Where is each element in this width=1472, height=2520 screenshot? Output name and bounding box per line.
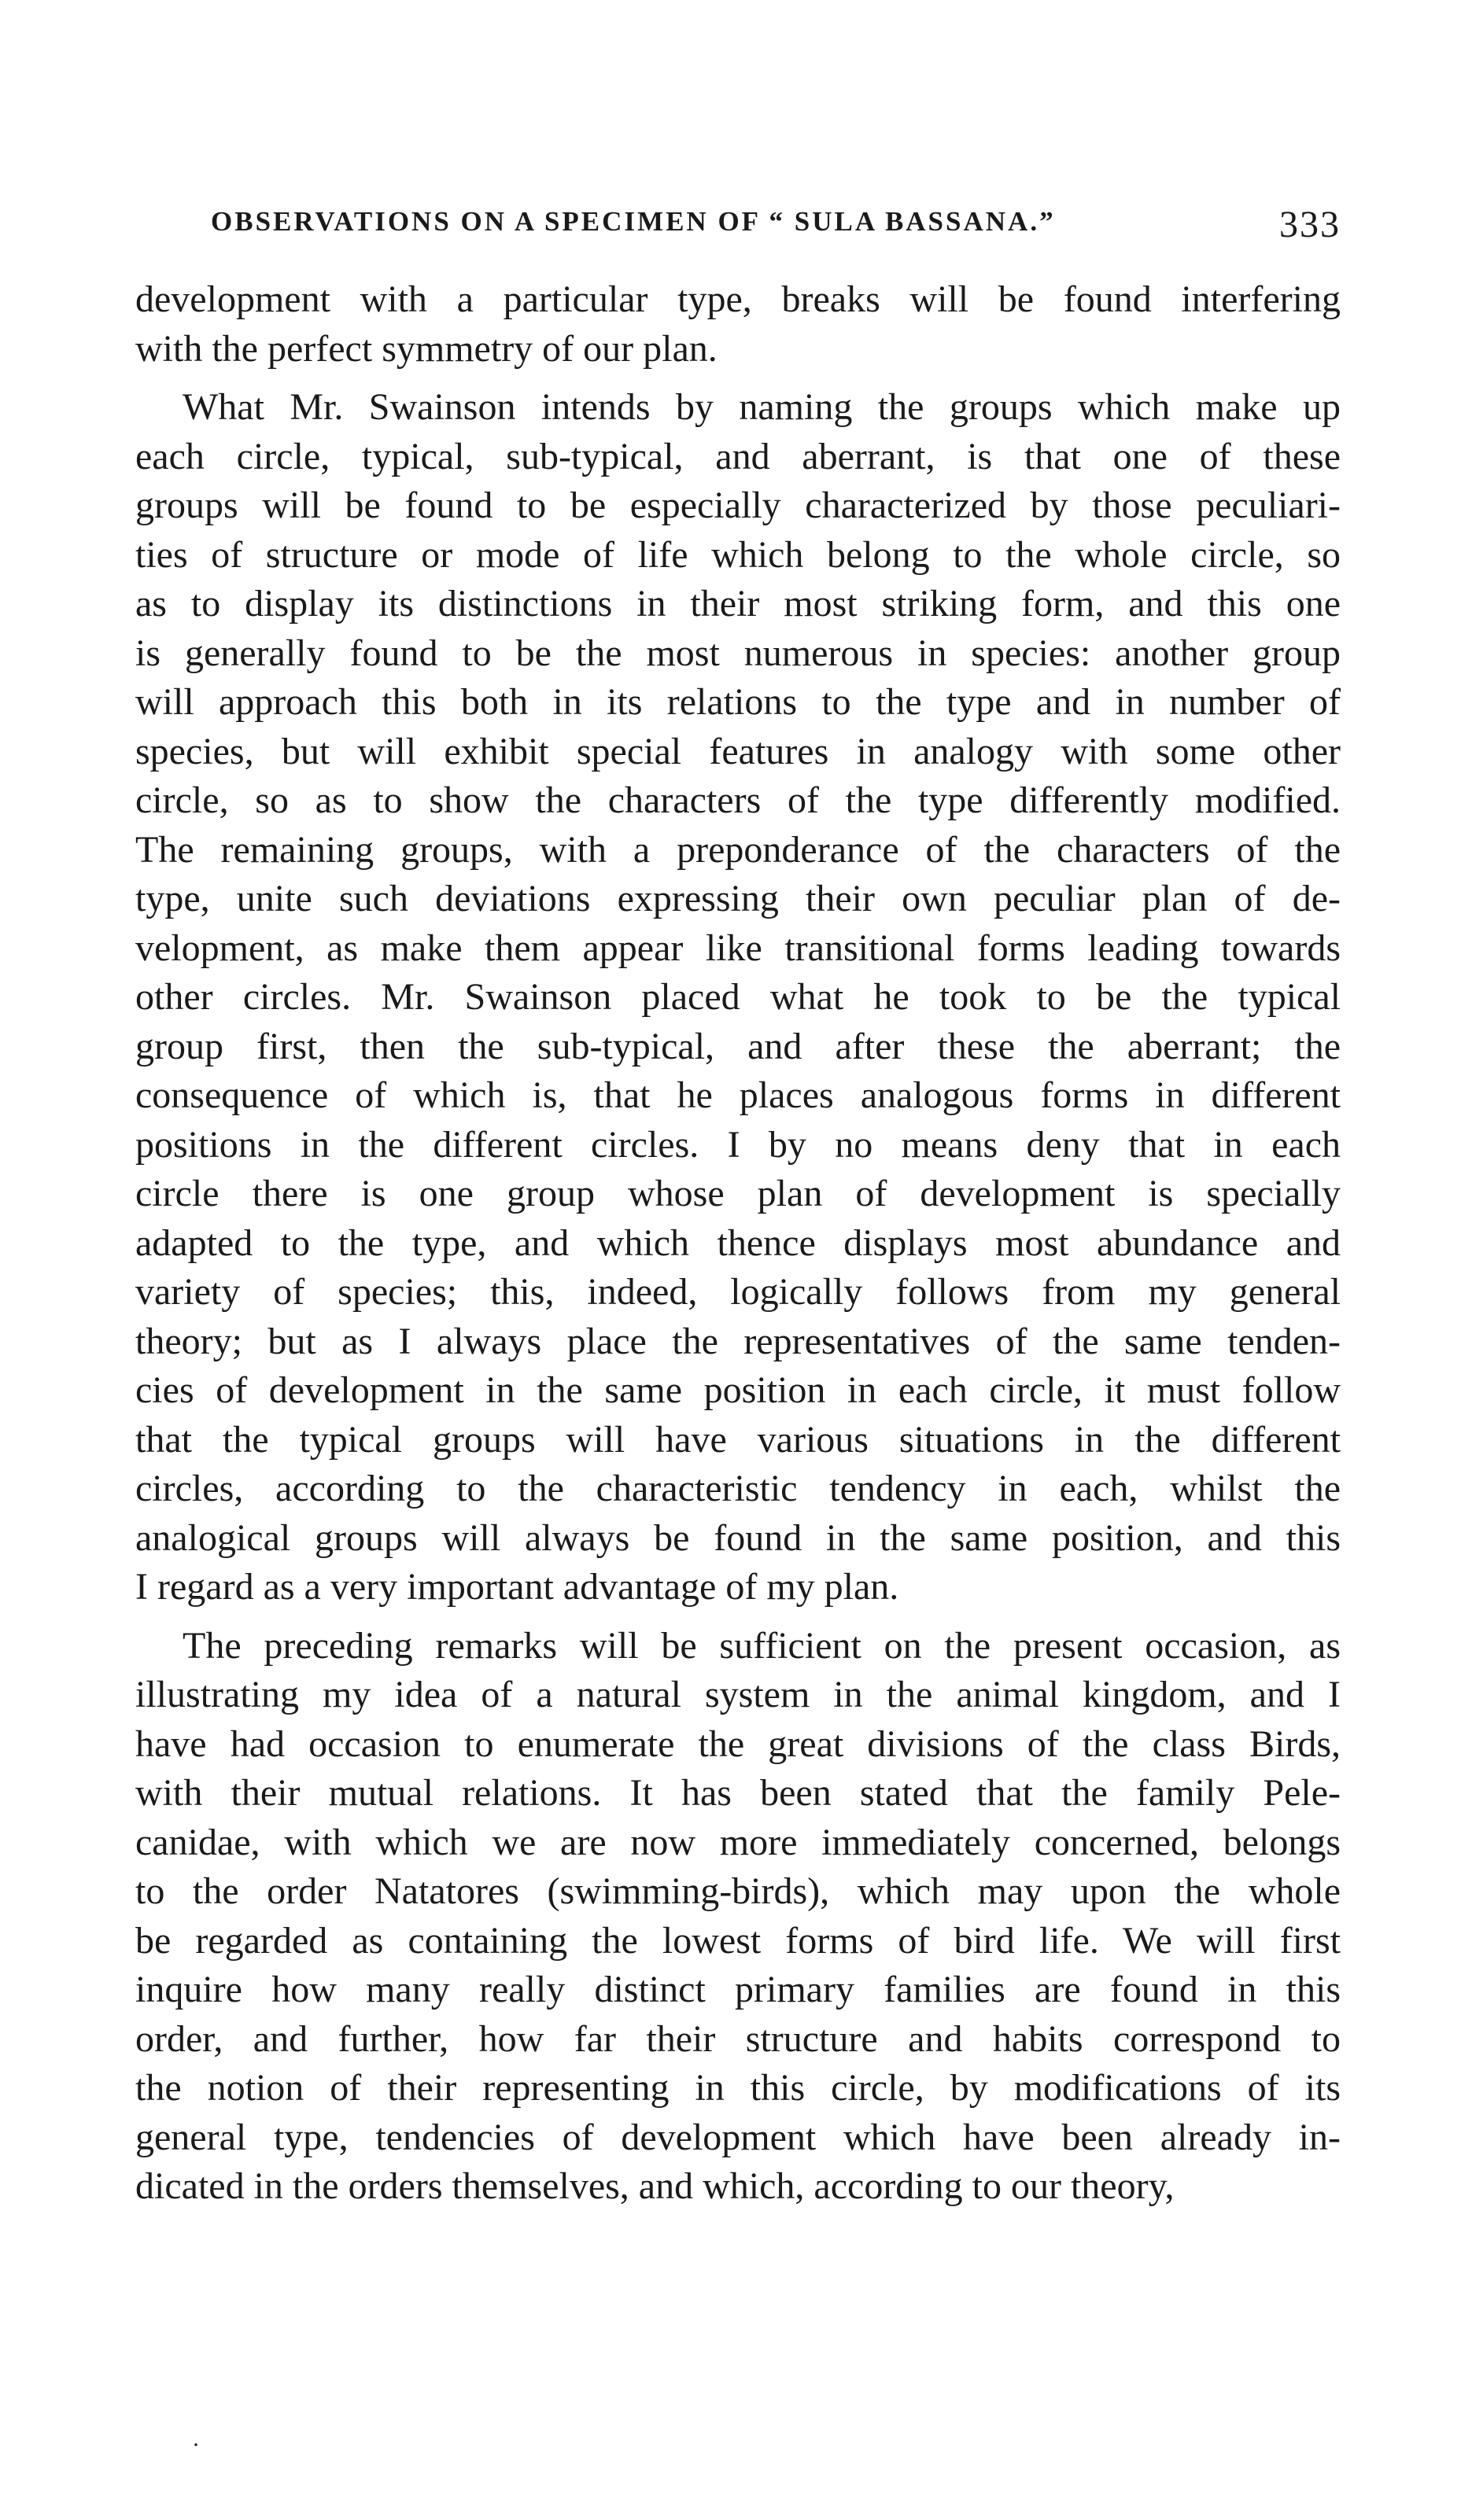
text-line: type, unite such deviations expressing their own peculiar plan of de-	[135, 878, 1341, 919]
text-line: circle there is one group whose plan of development is specially	[135, 1173, 1341, 1214]
text-line: I regard as a very important advantage of my plan.	[135, 1566, 899, 1608]
text-line: species, but will exhibit special features in analogy with some other	[135, 730, 1341, 772]
text-line: each circle, typical, sub-typical, and aberrant, is that one of these	[135, 435, 1341, 477]
text-line: The remaining groups, with a preponderance of the characters of the	[135, 828, 1341, 871]
text-line: inquire how many really distinct primary families are found in this	[135, 1969, 1341, 2010]
text-line: order, and further, how far their structure and habits correspond to	[135, 2017, 1341, 2060]
text-line: circle, so as to show the characters of the type differently modified.	[135, 779, 1341, 821]
text-line: theory; but as I always place the representatives of the same tenden-	[135, 1320, 1341, 1362]
text-line: circles, according to the characteristic tendency in each, whilst the	[135, 1468, 1341, 1509]
text-line: adapted to the type, and which thence displays most abundance and	[135, 1221, 1341, 1264]
text-line: cies of development in the same position in each circle, it must follow	[135, 1369, 1341, 1411]
text-line: other circles. Mr. Swainson placed what he took to be the typical	[135, 976, 1341, 1018]
text-line: variety of species; this, indeed, logically follows from my general	[135, 1271, 1341, 1313]
text-line: velopment, as make them appear like transitional forms leading towards	[135, 927, 1341, 969]
text-line: with their mutual relations. It has been stated that the family Pele-	[135, 1772, 1341, 1814]
running-head	[211, 206, 1341, 247]
text-line: canidae, with which we are now more immediately concerned, belongs	[135, 1821, 1341, 1863]
text-line: be regarded as containing the lowest forms of bird life. We will first	[135, 1919, 1341, 1962]
text-line: will approach this both in its relations to the type and in number of	[135, 681, 1341, 723]
text-line: development with a particular type, breaks will be found interfering	[135, 278, 1341, 320]
text-line: illustrating my idea of a natural system in the animal kingdom, and I	[135, 1674, 1341, 1715]
paragraph	[135, 275, 1341, 374]
text-line: that the typical groups will have various situations in the different	[135, 1418, 1341, 1461]
text-line: to the order Natatores (swimming-birds), which may upon the whole	[135, 1870, 1341, 1912]
text-line: positions in the different circles. I by no means deny that in each	[135, 1123, 1341, 1166]
text-line: analogical groups will always be found in the same position, and this	[135, 1516, 1341, 1559]
text-line: What Mr. Swainson intends by naming the groups which make up	[183, 386, 1341, 428]
text-line: groups will be found to be especially characterized by those peculiari-	[135, 484, 1341, 526]
text-line: ties of structure or mode of life which belong to the whole circle, so	[135, 533, 1341, 576]
paragraph-gap	[135, 1612, 1341, 1622]
text-line: is generally found to be the most numerous in species: another group	[135, 632, 1341, 674]
body-text	[135, 275, 1341, 2212]
text-line: general type, tendencies of development which have been already in-	[135, 2116, 1341, 2158]
text-line: have had occasion to enumerate the great divisions of the class Birds,	[135, 1722, 1341, 1765]
text-line: with the perfect symmetry of our plan.	[135, 327, 718, 370]
text-line: the notion of their representing in this circle, by modifications of its	[135, 2067, 1341, 2109]
text-line: The preceding remarks will be sufficient on the present occasion, as	[183, 1624, 1341, 1667]
text-line: as to display its distinctions in their most striking form, and this one	[135, 583, 1341, 624]
running-title: OBSERVATIONS ON A SPECIMEN OF “ SULA BASSANA.”	[211, 206, 1056, 237]
paragraph	[135, 1622, 1341, 2212]
text-line: group first, then the sub-typical, and after these the aberrant; the	[135, 1025, 1341, 1067]
print-dot: ·	[192, 2432, 200, 2458]
page-number: 333	[1279, 204, 1341, 245]
text-line: dicated in the orders themselves, and which, according to our theory,	[135, 2165, 1175, 2207]
paragraph-gap	[135, 374, 1341, 383]
text-line: consequence of which is, that he places analogous forms in different	[135, 1074, 1341, 1116]
paragraph	[135, 383, 1341, 1612]
